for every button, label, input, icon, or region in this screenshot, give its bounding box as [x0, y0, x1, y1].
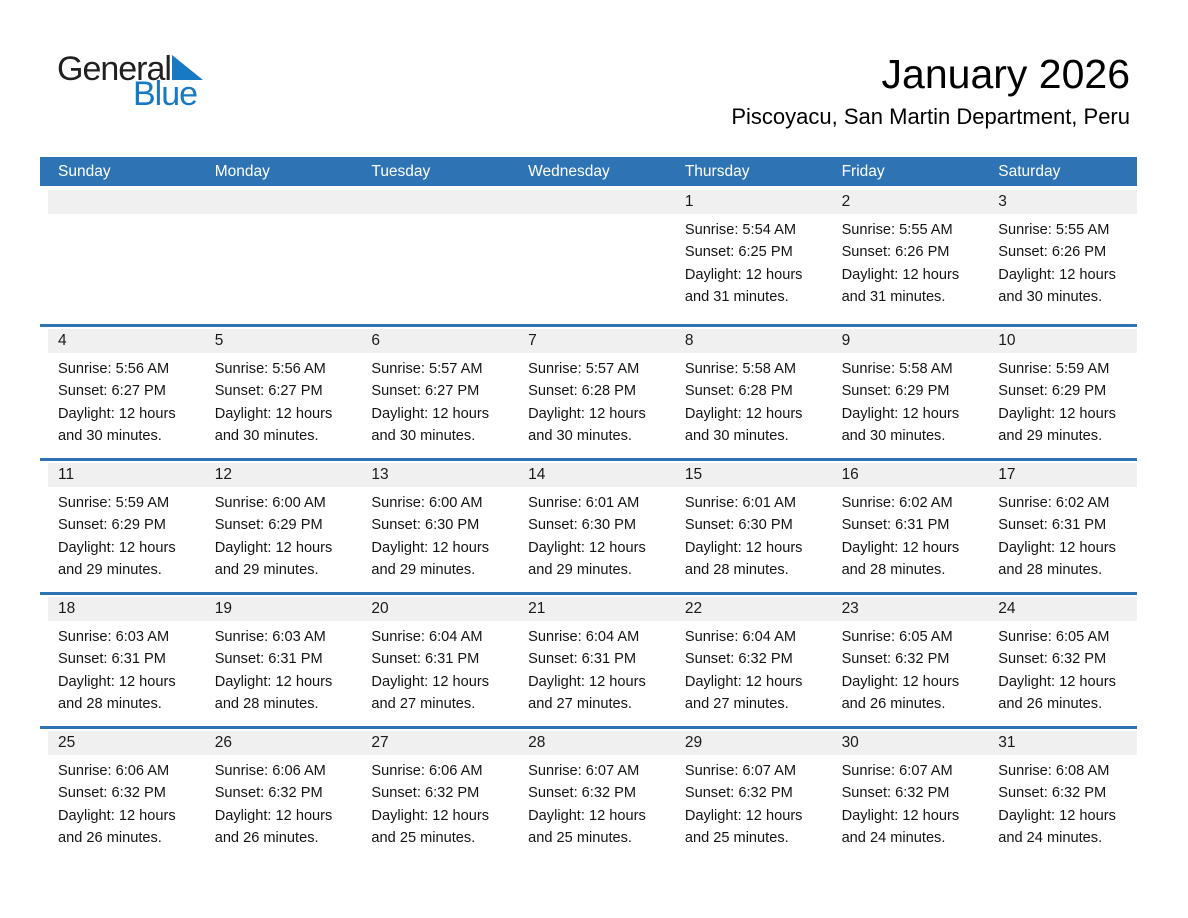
daylight-text-1: Daylight: 12 hours [58, 673, 176, 690]
day-number: 6 [371, 332, 381, 349]
daylight-text-2: and 28 minutes. [841, 562, 946, 579]
sunrise-text: Sunrise: 6:02 AM [998, 495, 1110, 511]
sunset-text: Sunset: 6:31 PM [528, 651, 637, 668]
daylight-text-1: Daylight: 12 hours [371, 807, 490, 824]
day-details [998, 492, 1131, 582]
day-details [685, 358, 818, 448]
day-cell-19 [197, 595, 354, 726]
sunset-text: Sunset: 6:32 PM [58, 785, 166, 802]
day-number: 7 [528, 332, 537, 349]
sunrise-text: Sunrise: 6:06 AM [58, 763, 170, 779]
daylight-text-2: and 30 minutes. [528, 428, 632, 445]
sunset-text: Sunset: 6:25 PM [684, 244, 793, 261]
daylight-text-2: and 30 minutes. [58, 428, 162, 445]
day-details [58, 492, 191, 582]
sunrise-text: Sunrise: 5:54 AM [684, 222, 796, 238]
sunrise-text: Sunrise: 5:58 AM [841, 361, 953, 377]
sunrise-text: Sunrise: 5:57 AM [528, 361, 640, 377]
day-cell-25 [40, 729, 197, 860]
sunrise-text: Sunrise: 6:07 AM [528, 763, 640, 779]
day-details [58, 626, 191, 716]
daylight-text-2: and 25 minutes. [528, 830, 632, 847]
sunrise-text: Sunrise: 6:05 AM [998, 629, 1110, 645]
day-cell-30 [824, 729, 981, 860]
day-cell-17 [980, 461, 1137, 592]
daylight-text-2: and 27 minutes. [684, 696, 789, 713]
sunset-text: Sunset: 6:32 PM [998, 785, 1107, 802]
day-cell-12 [197, 461, 354, 592]
day-details [685, 219, 818, 309]
daylight-text-2: and 31 minutes. [841, 289, 946, 306]
daylight-text-2: and 29 minutes. [998, 428, 1103, 445]
sunrise-text: Sunrise: 6:03 AM [214, 629, 326, 645]
day-number: 16 [841, 466, 859, 483]
day-number: 15 [684, 466, 703, 483]
sunset-text: Sunset: 6:32 PM [371, 785, 480, 802]
daylight-text-1: Daylight: 12 hours [998, 673, 1116, 690]
day-number: 11 [58, 466, 75, 483]
weekday-header-row [40, 157, 1137, 186]
weekday-header-thursday: Thursday [684, 162, 750, 180]
day-cell-16 [824, 461, 981, 592]
daylight-text-1: Daylight: 12 hours [214, 807, 333, 824]
daylight-text-1: Daylight: 12 hours [58, 807, 176, 824]
day-number: 20 [371, 600, 389, 617]
day-cell-31 [980, 729, 1137, 860]
sunset-text: Sunset: 6:29 PM [998, 383, 1107, 400]
daylight-text-2: and 28 minutes. [214, 696, 319, 713]
weekday-header-saturday: Saturday [998, 162, 1061, 180]
sunrise-text: Sunrise: 5:55 AM [998, 222, 1110, 238]
day-details [215, 358, 348, 448]
sunrise-text: Sunrise: 5:58 AM [684, 361, 796, 377]
daylight-text-1: Daylight: 12 hours [841, 539, 960, 556]
daylight-text-1: Daylight: 12 hours [371, 673, 490, 690]
daylight-text-2: and 27 minutes. [528, 696, 632, 713]
day-cell-22 [667, 595, 824, 726]
sunrise-text: Sunrise: 6:00 AM [371, 495, 483, 511]
sunset-text: Sunset: 6:28 PM [684, 383, 793, 400]
sunrise-text: Sunrise: 6:05 AM [841, 629, 953, 645]
sunset-text: Sunset: 6:32 PM [841, 651, 950, 668]
daylight-text-1: Daylight: 12 hours [684, 539, 803, 556]
day-details [842, 358, 975, 448]
day-number: 28 [528, 734, 546, 751]
daylight-text-2: and 30 minutes. [841, 428, 946, 445]
location-subtitle: Piscoyacu, San Martin Department, Peru [731, 104, 1130, 129]
day-number: 14 [528, 466, 546, 483]
weekday-header-tuesday: Tuesday [371, 162, 431, 180]
day-details [998, 760, 1131, 850]
day-cell-15 [667, 461, 824, 592]
daylight-text-2: and 27 minutes. [371, 696, 476, 713]
sunset-text: Sunset: 6:27 PM [371, 383, 480, 400]
daylight-text-2: and 30 minutes. [684, 428, 789, 445]
weekday-header-monday: Monday [214, 162, 270, 180]
sunset-text: Sunset: 6:31 PM [58, 651, 166, 668]
daylight-text-1: Daylight: 12 hours [841, 266, 960, 283]
day-number: 31 [998, 734, 1016, 751]
daylight-text-1: Daylight: 12 hours [58, 405, 176, 422]
logo-word-general: General [57, 50, 171, 88]
day-cell-24 [980, 595, 1137, 726]
daylight-text-2: and 24 minutes. [998, 830, 1103, 847]
week-row-5 [40, 726, 1137, 860]
sunset-text: Sunset: 6:27 PM [58, 383, 166, 400]
empty-day-cell [510, 188, 667, 324]
daylight-text-1: Daylight: 12 hours [841, 807, 960, 824]
day-details [371, 492, 504, 582]
day-number: 9 [841, 332, 851, 349]
daylight-text-1: Daylight: 12 hours [58, 539, 176, 556]
sunset-text: Sunset: 6:32 PM [841, 785, 950, 802]
daylight-text-1: Daylight: 12 hours [841, 405, 960, 422]
day-details [998, 358, 1131, 448]
daylight-text-2: and 30 minutes. [371, 428, 476, 445]
daylight-text-2: and 28 minutes. [998, 562, 1103, 579]
sunrise-text: Sunrise: 6:04 AM [528, 629, 640, 645]
day-cell-11 [40, 461, 197, 592]
day-cell-10 [980, 327, 1137, 458]
daylight-text-1: Daylight: 12 hours [371, 539, 490, 556]
calendar-table [40, 157, 1137, 860]
day-cell-21 [510, 595, 667, 726]
day-number: 12 [214, 466, 232, 483]
day-cell-4 [40, 327, 197, 458]
empty-day-cell [197, 188, 354, 324]
day-number: 2 [841, 193, 851, 210]
day-details [842, 492, 975, 582]
weekday-header-sunday: Sunday [58, 162, 111, 180]
day-details [58, 358, 191, 448]
sunset-text: Sunset: 6:27 PM [214, 383, 323, 400]
day-details [842, 626, 975, 716]
weeks [40, 188, 1137, 860]
day-details [528, 626, 661, 716]
day-details [371, 760, 504, 850]
day-number: 26 [214, 734, 232, 751]
day-cell-1 [667, 188, 824, 324]
sunrise-text: Sunrise: 6:04 AM [684, 629, 796, 645]
day-cell-3 [980, 188, 1137, 324]
day-cell-27 [353, 729, 510, 860]
day-number: 17 [998, 466, 1016, 483]
day-cell-2 [824, 188, 981, 324]
day-number: 4 [58, 332, 67, 349]
sunrise-text: Sunrise: 5:56 AM [214, 361, 326, 377]
sunset-text: Sunset: 6:30 PM [371, 517, 480, 534]
day-number: 23 [841, 600, 859, 617]
daylight-text-1: Daylight: 12 hours [998, 266, 1116, 283]
day-details [998, 626, 1131, 716]
day-number: 27 [371, 734, 389, 751]
sunrise-text: Sunrise: 5:59 AM [58, 495, 170, 511]
weekday-header-wednesday: Wednesday [528, 162, 610, 180]
day-details [998, 219, 1131, 309]
day-cell-29 [667, 729, 824, 860]
sunrise-text: Sunrise: 6:07 AM [841, 763, 953, 779]
daylight-text-2: and 26 minutes. [998, 696, 1103, 713]
daylight-text-1: Daylight: 12 hours [214, 673, 333, 690]
sunset-text: Sunset: 6:31 PM [841, 517, 950, 534]
daylight-text-2: and 30 minutes. [214, 428, 319, 445]
sunrise-text: Sunrise: 5:57 AM [371, 361, 483, 377]
day-cell-6 [353, 327, 510, 458]
day-number: 3 [998, 193, 1007, 210]
week-row-4 [40, 592, 1137, 726]
sunrise-text: Sunrise: 6:04 AM [371, 629, 483, 645]
daylight-text-1: Daylight: 12 hours [528, 673, 646, 690]
day-cell-20 [353, 595, 510, 726]
day-number: 5 [214, 332, 224, 349]
daylight-text-1: Daylight: 12 hours [528, 539, 646, 556]
daylight-text-2: and 26 minutes. [214, 830, 319, 847]
sunset-text: Sunset: 6:31 PM [214, 651, 323, 668]
daylight-text-2: and 25 minutes. [371, 830, 476, 847]
sunrise-text: Sunrise: 6:02 AM [841, 495, 953, 511]
day-cell-5 [197, 327, 354, 458]
daylight-text-1: Daylight: 12 hours [214, 539, 333, 556]
daylight-text-2: and 26 minutes. [58, 830, 162, 847]
day-number: 19 [214, 600, 232, 617]
sunrise-text: Sunrise: 6:03 AM [58, 629, 170, 645]
daylight-text-2: and 29 minutes. [371, 562, 476, 579]
daylight-text-1: Daylight: 12 hours [998, 807, 1116, 824]
day-number: 10 [998, 332, 1016, 349]
day-number: 1 [684, 193, 694, 210]
daylight-text-1: Daylight: 12 hours [528, 807, 646, 824]
daylight-text-2: and 31 minutes. [684, 289, 789, 306]
day-number: 30 [841, 734, 859, 751]
general-blue-logo [57, 52, 203, 111]
day-cell-26 [197, 729, 354, 860]
week-row-1 [40, 188, 1137, 324]
daylight-text-2: and 29 minutes. [214, 562, 319, 579]
sunset-text: Sunset: 6:32 PM [684, 651, 793, 668]
day-cell-28 [510, 729, 667, 860]
sunset-text: Sunset: 6:30 PM [684, 517, 793, 534]
daylight-text-2: and 25 minutes. [684, 830, 789, 847]
day-number: 8 [684, 332, 694, 349]
sunrise-text: Sunrise: 5:59 AM [998, 361, 1110, 377]
day-details [528, 358, 661, 448]
day-cell-14 [510, 461, 667, 592]
sunrise-text: Sunrise: 6:07 AM [684, 763, 796, 779]
sunrise-text: Sunrise: 6:01 AM [684, 495, 796, 511]
sunrise-text: Sunrise: 6:01 AM [528, 495, 640, 511]
month-title: January 2026 [881, 51, 1130, 97]
sunrise-text: Sunrise: 6:08 AM [998, 763, 1110, 779]
week-row-2 [40, 324, 1137, 458]
daylight-text-2: and 28 minutes. [684, 562, 789, 579]
daylight-text-2: and 29 minutes. [528, 562, 632, 579]
day-details [685, 760, 818, 850]
daylight-text-1: Daylight: 12 hours [528, 405, 646, 422]
day-details [371, 626, 504, 716]
daylight-text-1: Daylight: 12 hours [371, 405, 490, 422]
day-number: 25 [58, 734, 76, 751]
day-details [528, 492, 661, 582]
sunrise-text: Sunrise: 6:00 AM [214, 495, 326, 511]
daylight-text-2: and 26 minutes. [841, 696, 946, 713]
daylight-text-1: Daylight: 12 hours [998, 405, 1116, 422]
day-cell-9 [824, 327, 981, 458]
sunrise-text: Sunrise: 6:06 AM [371, 763, 483, 779]
daylight-text-1: Daylight: 12 hours [684, 673, 803, 690]
daylight-text-2: and 28 minutes. [58, 696, 162, 713]
daylight-text-1: Daylight: 12 hours [841, 673, 960, 690]
logo-word-blue: Blue [133, 75, 198, 113]
sunrise-text: Sunrise: 5:56 AM [58, 361, 170, 377]
sunset-text: Sunset: 6:26 PM [998, 244, 1107, 261]
daylight-text-1: Daylight: 12 hours [214, 405, 333, 422]
daylight-text-2: and 29 minutes. [58, 562, 162, 579]
sunset-text: Sunset: 6:28 PM [528, 383, 637, 400]
sunset-text: Sunset: 6:32 PM [998, 651, 1107, 668]
day-details [685, 626, 818, 716]
day-details [371, 358, 504, 448]
day-details [215, 760, 348, 850]
sunset-text: Sunset: 6:32 PM [214, 785, 323, 802]
daylight-text-1: Daylight: 12 hours [684, 266, 803, 283]
sunset-text: Sunset: 6:31 PM [998, 517, 1107, 534]
day-cell-13 [353, 461, 510, 592]
day-number: 13 [371, 466, 389, 483]
empty-day-cell [40, 188, 197, 324]
sunset-text: Sunset: 6:30 PM [528, 517, 637, 534]
week-row-3 [40, 458, 1137, 592]
day-details [842, 219, 975, 309]
day-cell-8 [667, 327, 824, 458]
daylight-text-1: Daylight: 12 hours [998, 539, 1116, 556]
calendar-header [731, 50, 1130, 130]
day-number: 22 [684, 600, 703, 617]
day-details [842, 760, 975, 850]
day-cell-7 [510, 327, 667, 458]
weekday-header-friday: Friday [841, 162, 885, 180]
sunrise-text: Sunrise: 6:06 AM [214, 763, 326, 779]
sunset-text: Sunset: 6:31 PM [371, 651, 480, 668]
sunset-text: Sunset: 6:29 PM [841, 383, 950, 400]
daylight-text-2: and 30 minutes. [998, 289, 1103, 306]
sunset-text: Sunset: 6:29 PM [58, 517, 166, 534]
sunset-text: Sunset: 6:26 PM [841, 244, 950, 261]
day-number: 24 [998, 600, 1016, 617]
day-details [58, 760, 191, 850]
empty-day-cell [353, 188, 510, 324]
day-cell-23 [824, 595, 981, 726]
day-details [685, 492, 818, 582]
day-cell-18 [40, 595, 197, 726]
daylight-text-1: Daylight: 12 hours [684, 807, 803, 824]
day-number: 29 [684, 734, 703, 751]
sunset-text: Sunset: 6:32 PM [684, 785, 793, 802]
daylight-text-1: Daylight: 12 hours [684, 405, 803, 422]
sunrise-text: Sunrise: 5:55 AM [841, 222, 953, 238]
sunset-text: Sunset: 6:32 PM [528, 785, 637, 802]
day-number: 21 [528, 600, 546, 617]
day-details [528, 760, 661, 850]
day-details [215, 626, 348, 716]
sunset-text: Sunset: 6:29 PM [214, 517, 323, 534]
day-details [215, 492, 348, 582]
day-number: 18 [58, 600, 76, 617]
daylight-text-2: and 24 minutes. [841, 830, 946, 847]
